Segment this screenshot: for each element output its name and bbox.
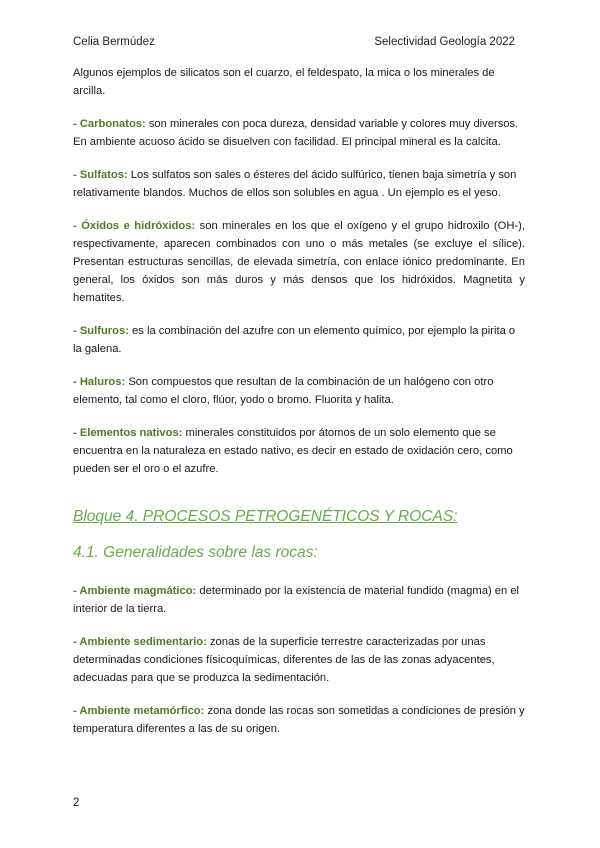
paragraph-text: minerales constituidos por átomos de un solo elemento que se encuentra en la naturaleza en estado nativo, es decir en estado de oxidación cero, como pueden ser el oro o el azufre. xyxy=(73,427,513,475)
paragraph-text: Son compuestos que resultan de la combinación de un halógeno con otro elemento, tal como el cloro, flúor, yodo o bromo. Fluorita y halita. xyxy=(73,376,494,406)
header-course: Selectividad Geología 2022 xyxy=(374,36,515,48)
page-header xyxy=(73,36,515,48)
term-ambiente-metamorfico: - Ambiente metamórfico: xyxy=(73,705,205,717)
paragraph-silicatos-ejemplos xyxy=(73,64,525,100)
paragraph-text: determinado por la existencia de material fundido (magma) en el interior de la tierra. xyxy=(73,585,520,615)
paragraph-text: Los sulfatos son sales o ésteres del ácido sulfúrico, tienen baja simetría y son relativamente blandos. Muchos de ellos son solubles en agua . Un ejemplo es el yeso. xyxy=(73,169,517,199)
paragraph-haluros xyxy=(73,373,525,409)
paragraph-text: son minerales en los que el oxígeno y el grupo hidroxilo (OH-), respectivamente, aparecen combinados con uno o más metales (se excluye el sílice). Presentan estructuras sencillas, de elevada simetría, con enlace iónico predominante. En general, los óxidos son más duros y más densos que los hidróxidos. Magnetita y hematites. xyxy=(73,220,525,304)
paragraph-ambiente-metamorfico xyxy=(73,702,525,738)
block-title: Bloque 4. PROCESOS PETROGENÉTICOS Y ROCAS: xyxy=(73,508,458,525)
page-number: 2 xyxy=(73,797,80,809)
paragraph-elementos-nativos xyxy=(73,424,525,478)
paragraph-text: es la combinación del azufre con un elemento químico, por ejemplo la pirita o la galena. xyxy=(73,325,516,355)
paragraph-text: zonas de la superficie terrestre caracterizadas por unas determinadas condiciones físicoquímicas, diferentes de las de las zonas adyacentes, adecuadas para que se produzca la sedimentación. xyxy=(73,636,495,684)
term-sulfuros: - Sulfuros: xyxy=(73,325,129,337)
header-author: Celia Bermúdez xyxy=(73,36,155,48)
paragraph-oxidos xyxy=(73,217,525,307)
paragraph-ambiente-magmatico xyxy=(73,582,525,618)
term-elementos-nativos: - Elementos nativos: xyxy=(73,427,183,439)
paragraph-carbonatos xyxy=(73,115,525,151)
term-carbonatos: - Carbonatos: xyxy=(73,118,146,130)
term-oxidos: - Óxidos e hidróxidos: xyxy=(73,220,196,232)
paragraph-text: zona donde las rocas son sometidas a condiciones de presión y temperatura diferentes a las de su origen. xyxy=(73,705,525,735)
paragraph-text: son minerales con poca dureza, densidad variable y colores muy diversos. En ambiente acuoso ácido se disuelven con facilidad. El principal mineral es la calcita. xyxy=(73,118,519,148)
paragraph-text: Algunos ejemplos de silicatos son el cuarzo, el feldespato, la mica o los minerales de arcilla. xyxy=(73,67,495,97)
paragraph-ambiente-sedimentario xyxy=(73,633,525,687)
term-ambiente-magmatico: - Ambiente magmático: xyxy=(73,585,197,597)
paragraph-sulfuros xyxy=(73,322,525,358)
paragraph-sulfatos xyxy=(73,166,525,202)
term-ambiente-sedimentario: - Ambiente sedimentario: xyxy=(73,636,207,648)
page-content xyxy=(73,64,525,753)
term-sulfatos: - Sulfatos: xyxy=(73,169,128,181)
section-title: 4.1. Generalidades sobre las rocas: xyxy=(73,544,318,561)
term-haluros: - Haluros: xyxy=(73,376,126,388)
